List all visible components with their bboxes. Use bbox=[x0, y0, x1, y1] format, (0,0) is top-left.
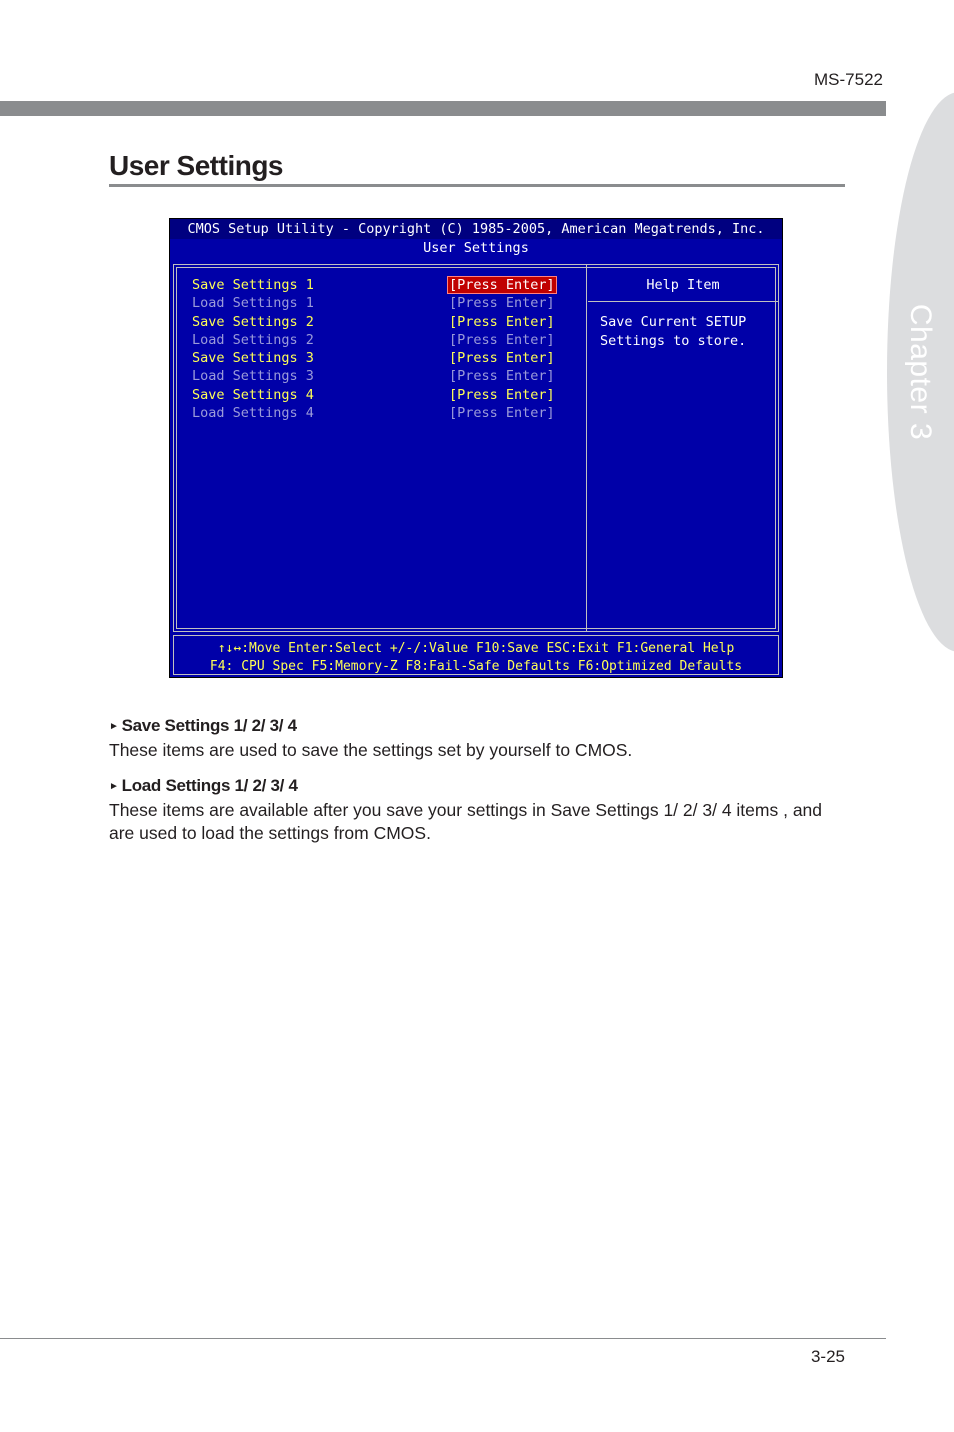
page-number: 3-25 bbox=[810, 1347, 845, 1366]
bios-item-load-settings-4[interactable]: Load Settings 4 bbox=[192, 405, 314, 421]
bios-copyright-left: CMOS Setup Utility - Copyright (C) 1985-2005, bbox=[187, 221, 554, 237]
key-legend-line-1: ↑↓↔:Move Enter:Select +/-/:Value F10:Save ESC:Exit F1:General Help bbox=[217, 641, 735, 656]
section-heading bbox=[109, 776, 849, 796]
bios-subtitle: User Settings bbox=[423, 240, 529, 256]
bios-item-save-settings-4[interactable]: Save Settings 4 bbox=[192, 387, 314, 403]
bios-screenshot bbox=[169, 218, 783, 678]
bios-key-legend bbox=[173, 635, 779, 675]
bios-item-load-settings-1[interactable]: Load Settings 1 bbox=[192, 295, 314, 311]
bios-value-save-settings-4[interactable]: [Press Enter] bbox=[449, 387, 555, 403]
triangle-bullet-icon: ► bbox=[109, 781, 119, 792]
section-heading-text: Load Settings 1/ 2/ 3/ 4 bbox=[121, 776, 298, 795]
bios-item-load-settings-2[interactable]: Load Settings 2 bbox=[192, 332, 314, 348]
bios-item-load-settings-3[interactable]: Load Settings 3 bbox=[192, 368, 314, 384]
bios-value-load-settings-2[interactable]: [Press Enter] bbox=[449, 332, 555, 348]
section-heading-text: Save Settings 1/ 2/ 3/ 4 bbox=[121, 716, 297, 735]
section-load-settings bbox=[109, 776, 849, 845]
help-divider bbox=[588, 301, 778, 302]
bios-item-save-settings-3[interactable]: Save Settings 3 bbox=[192, 350, 314, 366]
page-title: User Settings bbox=[109, 150, 283, 181]
section-save-settings bbox=[109, 716, 849, 762]
chapter-tab-label: Chapter 3 bbox=[904, 303, 937, 441]
title-underline bbox=[109, 184, 845, 187]
bios-value-load-settings-1[interactable]: [Press Enter] bbox=[449, 295, 555, 311]
help-item-text: Save Current SETUP Settings to store. bbox=[600, 314, 747, 349]
section-body: These items are used to save the settings set by yourself to CMOS. bbox=[109, 740, 633, 760]
key-legend-line-2: F4: CPU Spec F5:Memory-Z F8:Fail-Safe Defaults F6:Optimized Defaults bbox=[209, 659, 743, 674]
bios-value-load-settings-4[interactable]: [Press Enter] bbox=[449, 405, 555, 421]
section-body: These items are available after you save your settings in Save Settings 1/ 2/ 3/ 4 items , and are used to load the settings from CMOS. bbox=[109, 800, 823, 843]
bios-item-save-settings-1[interactable]: Save Settings 1 bbox=[192, 277, 314, 293]
bios-value-load-settings-3[interactable]: [Press Enter] bbox=[449, 368, 555, 384]
header-bar bbox=[0, 101, 886, 116]
triangle-bullet-icon: ► bbox=[109, 721, 119, 732]
bios-divider bbox=[586, 264, 589, 632]
bios-item-save-settings-2[interactable]: Save Settings 2 bbox=[192, 314, 314, 330]
bios-value-save-settings-2[interactable]: [Press Enter] bbox=[449, 314, 555, 330]
model-number: MS-7522 bbox=[814, 70, 883, 89]
bios-value-save-settings-1[interactable]: [Press Enter] bbox=[449, 277, 555, 293]
bios-copyright bbox=[170, 221, 782, 237]
footer-rule bbox=[0, 1338, 886, 1339]
section-heading bbox=[109, 716, 849, 736]
bios-value-save-settings-3[interactable]: [Press Enter] bbox=[449, 350, 555, 366]
bios-copyright-right: American Megatrends, Inc. bbox=[553, 221, 765, 237]
help-item-title: Help Item bbox=[646, 277, 720, 293]
